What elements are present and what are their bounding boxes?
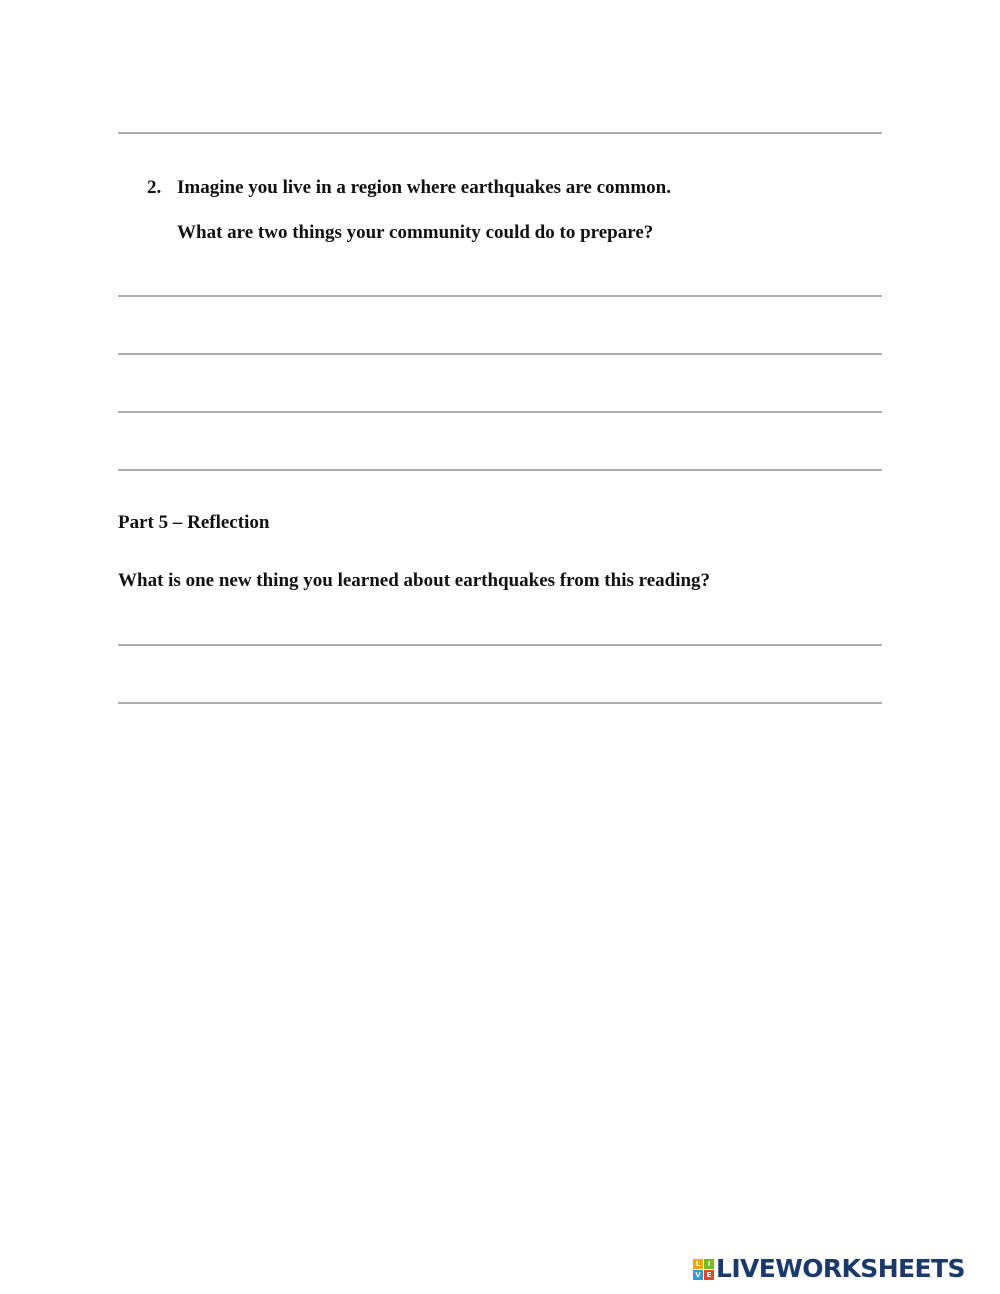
logo-block-l: L <box>693 1259 703 1269</box>
liveworksheets-logo <box>693 1254 965 1284</box>
logo-block-e: E <box>704 1270 714 1280</box>
answer-field-q2-2[interactable] <box>118 331 882 355</box>
logo-blocks-icon <box>693 1259 714 1280</box>
logo-block-i: I <box>704 1259 714 1269</box>
answer-field-q2-4[interactable] <box>118 447 882 471</box>
answer-line-previous <box>118 132 882 134</box>
logo-text: LIVEWORKSHEETS <box>716 1254 965 1283</box>
answer-field-reflection-1[interactable] <box>118 622 882 646</box>
answer-field-reflection-2[interactable] <box>118 680 882 704</box>
answer-field-q2-1[interactable] <box>118 273 882 297</box>
question-2-subprompt: What are two things your community could do to prepare? <box>177 222 654 243</box>
answer-field-q2-3[interactable] <box>118 389 882 413</box>
question-number: 2. <box>147 177 162 198</box>
section-heading: Part 5 – Reflection <box>118 512 270 533</box>
logo-block-v: V <box>693 1270 703 1280</box>
reflection-question: What is one new thing you learned about earthquakes from this reading? <box>118 570 711 591</box>
question-2-prompt: Imagine you live in a region where earthquakes are common. <box>177 177 671 198</box>
